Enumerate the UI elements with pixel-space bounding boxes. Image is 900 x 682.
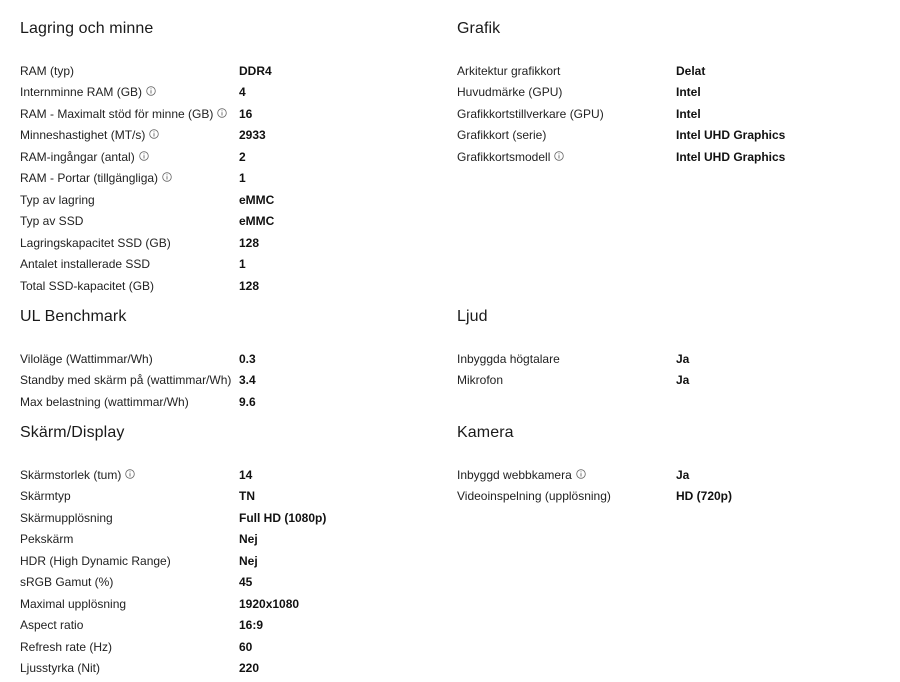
spec-value: Delat — [676, 63, 706, 78]
spec-row — [20, 370, 440, 392]
spec-list-storage — [20, 60, 440, 297]
info-icon[interactable] — [162, 172, 172, 182]
spec-label: RAM - Maximalt stöd för minne (GB) — [20, 106, 214, 121]
spec-value: 9.6 — [239, 394, 256, 409]
spec-list-audio — [457, 348, 877, 391]
spec-label: Total SSD-kapacitet (GB) — [20, 278, 155, 293]
spec-label: Typ av SSD — [20, 214, 84, 229]
spec-label: Skärmtyp — [20, 489, 71, 504]
spec-row — [20, 189, 440, 211]
spec-row — [457, 486, 877, 508]
info-icon[interactable] — [554, 151, 564, 161]
spec-row — [20, 82, 440, 104]
spec-label: Pekskärm — [20, 532, 74, 547]
section-benchmark — [20, 307, 440, 413]
spec-value: Intel — [676, 85, 701, 100]
spec-row — [20, 275, 440, 297]
spec-row — [20, 146, 440, 168]
spec-label: Grafikkortstillverkare (GPU) — [457, 106, 604, 121]
spec-value: 128 — [239, 235, 260, 250]
spec-value: Nej — [239, 553, 258, 568]
section-title-camera: Kamera — [457, 424, 514, 441]
spec-row — [457, 125, 877, 147]
spec-value: 4 — [239, 85, 246, 100]
info-icon[interactable] — [576, 469, 586, 479]
spec-row — [457, 103, 877, 125]
spec-value: Ja — [676, 373, 690, 388]
spec-label-cell — [457, 128, 676, 142]
spec-row — [20, 211, 440, 233]
spec-label: Ljusstyrka (Nit) — [20, 661, 101, 676]
spec-value: 14 — [239, 467, 253, 482]
spec-value: Intel — [676, 106, 701, 121]
spec-label: Inbyggda högtalare — [457, 351, 560, 366]
spec-list-display — [20, 464, 440, 679]
spec-label-cell — [20, 214, 239, 228]
spec-label-cell — [457, 150, 676, 164]
info-icon[interactable] — [146, 86, 156, 96]
section-display — [20, 423, 440, 679]
spec-row — [457, 370, 877, 392]
spec-row — [457, 60, 877, 82]
section-camera — [457, 423, 877, 507]
section-title-benchmark: UL Benchmark — [20, 308, 127, 325]
spec-value: eMMC — [239, 192, 275, 207]
spec-row — [20, 391, 440, 413]
spec-label: Internminne RAM (GB) — [20, 85, 143, 100]
spec-row — [20, 254, 440, 276]
spec-label: Huvudmärke (GPU) — [457, 85, 563, 100]
spec-label-cell — [457, 489, 676, 503]
spec-label-cell — [20, 64, 239, 78]
spec-value: 2 — [239, 149, 246, 164]
spec-row — [20, 572, 440, 594]
spec-row — [20, 464, 440, 486]
spec-row — [20, 103, 440, 125]
info-icon[interactable] — [139, 151, 149, 161]
section-title-display: Skärm/Display — [20, 424, 125, 441]
spec-label-cell — [20, 171, 239, 185]
spec-row — [20, 636, 440, 658]
spec-value: Intel UHD Graphics — [676, 149, 786, 164]
spec-value: 1 — [239, 171, 246, 186]
spec-label-cell — [457, 107, 676, 121]
spec-value: Full HD (1080p) — [239, 510, 327, 525]
spec-row — [20, 658, 440, 680]
spec-value: Intel UHD Graphics — [676, 128, 786, 143]
spec-row — [20, 615, 440, 637]
section-graphics — [457, 19, 877, 168]
spec-value: 60 — [239, 639, 253, 654]
spec-row — [20, 232, 440, 254]
spec-row — [457, 146, 877, 168]
spec-label-cell — [20, 532, 239, 546]
spec-label: Grafikkortsmodell — [457, 149, 551, 164]
spec-value: 16 — [239, 106, 253, 121]
spec-label: Lagringskapacitet SSD (GB) — [20, 235, 171, 250]
spec-row — [457, 82, 877, 104]
spec-label-cell — [457, 468, 676, 482]
spec-label: Inbyggd webbkamera — [457, 467, 572, 482]
spec-value: 3.4 — [239, 373, 256, 388]
spec-label: Maximal upplösning — [20, 596, 127, 611]
spec-list-benchmark — [20, 348, 440, 413]
spec-value: 220 — [239, 661, 260, 676]
section-title-audio: Ljud — [457, 308, 488, 325]
spec-value: Ja — [676, 467, 690, 482]
spec-value: TN — [239, 489, 255, 504]
spec-label: Skärmstorlek (tum) — [20, 467, 122, 482]
spec-value: Ja — [676, 351, 690, 366]
spec-label-cell — [457, 64, 676, 78]
spec-label: Viloläge (Wattimmar/Wh) — [20, 351, 153, 366]
spec-row — [20, 550, 440, 572]
spec-label: Mikrofon — [457, 373, 504, 388]
spec-label-cell — [20, 597, 239, 611]
spec-label-cell — [20, 352, 239, 366]
spec-row — [20, 507, 440, 529]
spec-label-cell — [457, 85, 676, 99]
section-title-storage: Lagring och minne — [20, 20, 154, 37]
spec-value: 128 — [239, 278, 260, 293]
spec-label-cell — [20, 489, 239, 503]
spec-label: Skärmupplösning — [20, 510, 113, 525]
spec-label-cell — [20, 193, 239, 207]
spec-label-cell — [20, 395, 239, 409]
spec-label-cell — [20, 511, 239, 525]
spec-label-cell — [20, 468, 239, 482]
spec-label-cell — [20, 85, 239, 99]
spec-row — [20, 60, 440, 82]
spec-label: HDR (High Dynamic Range) — [20, 553, 171, 568]
spec-value: 0.3 — [239, 351, 256, 366]
spec-label-cell — [20, 279, 239, 293]
spec-label-cell — [20, 107, 239, 121]
spec-row — [20, 168, 440, 190]
spec-row — [20, 529, 440, 551]
spec-row — [20, 348, 440, 370]
spec-label: Typ av lagring — [20, 192, 95, 207]
spec-list-graphics — [457, 60, 877, 168]
spec-label: Refresh rate (Hz) — [20, 639, 113, 654]
spec-label: Aspect ratio — [20, 618, 84, 633]
spec-list-camera — [457, 464, 877, 507]
spec-value: 45 — [239, 575, 253, 590]
spec-label: RAM (typ) — [20, 63, 74, 78]
spec-row — [20, 486, 440, 508]
spec-label: Arkitektur grafikkort — [457, 63, 561, 78]
spec-label: Max belastning (wattimmar/Wh) — [20, 394, 189, 409]
spec-label: Minneshastighet (MT/s) — [20, 128, 146, 143]
section-audio — [457, 307, 877, 391]
spec-label-cell — [20, 661, 239, 675]
spec-label-cell — [20, 618, 239, 632]
spec-value: HD (720p) — [676, 489, 733, 504]
spec-label: sRGB Gamut (%) — [20, 575, 114, 590]
spec-label: Antalet installerade SSD — [20, 257, 151, 272]
spec-label-cell — [20, 128, 239, 142]
spec-value: 2933 — [239, 128, 266, 143]
spec-label-cell — [20, 236, 239, 250]
spec-label-cell — [457, 373, 676, 387]
spec-label: Standby med skärm på (wattimmar/Wh) — [20, 373, 232, 388]
spec-value: DDR4 — [239, 63, 272, 78]
spec-row — [20, 593, 440, 615]
spec-value: 1920x1080 — [239, 596, 300, 611]
spec-label-cell — [20, 575, 239, 589]
spec-label: RAM-ingångar (antal) — [20, 149, 135, 164]
spec-label: Grafikkort (serie) — [457, 128, 547, 143]
spec-label: RAM - Portar (tillgängliga) — [20, 171, 159, 186]
spec-label-cell — [457, 352, 676, 366]
spec-value: 16:9 — [239, 618, 264, 633]
spec-label-cell — [20, 554, 239, 568]
spec-value: 1 — [239, 257, 246, 272]
spec-value: eMMC — [239, 214, 275, 229]
spec-label-cell — [20, 373, 239, 387]
spec-label-cell — [20, 257, 239, 271]
spec-label: Videoinspelning (upplösning) — [457, 489, 611, 504]
info-icon[interactable] — [125, 469, 135, 479]
section-storage — [20, 19, 440, 297]
spec-label-cell — [20, 640, 239, 654]
info-icon[interactable] — [217, 108, 227, 118]
spec-label-cell — [20, 150, 239, 164]
spec-row — [457, 348, 877, 370]
info-icon[interactable] — [149, 129, 159, 139]
spec-value: Nej — [239, 532, 258, 547]
section-title-graphics: Grafik — [457, 20, 501, 37]
spec-row — [457, 464, 877, 486]
spec-row — [20, 125, 440, 147]
